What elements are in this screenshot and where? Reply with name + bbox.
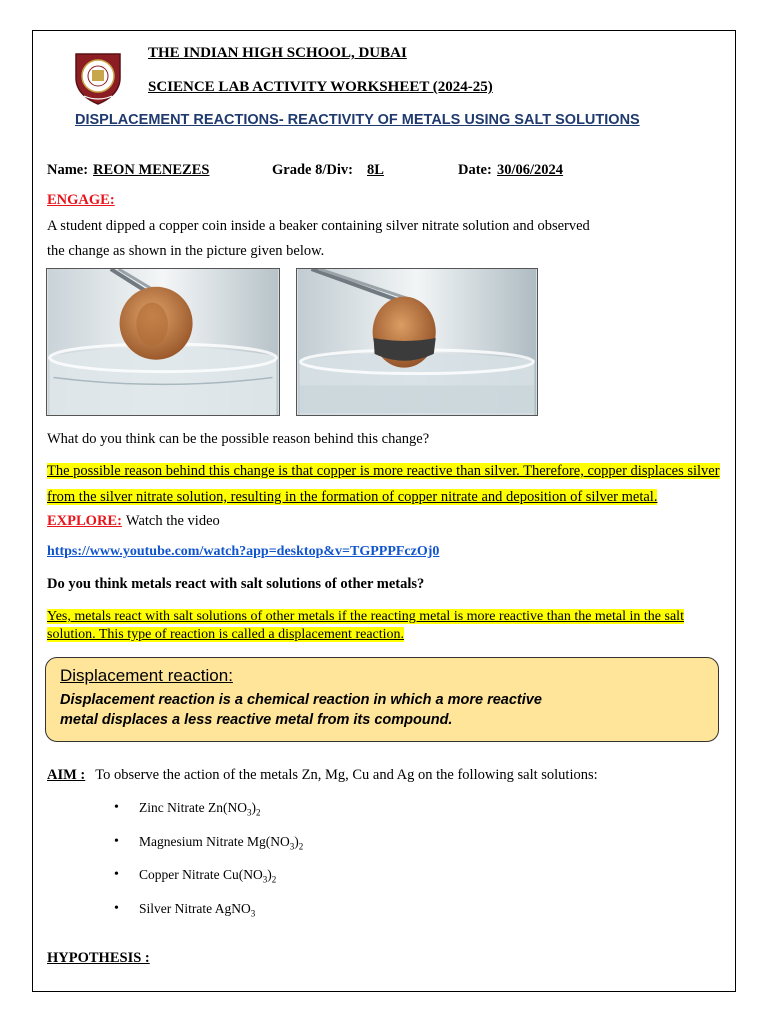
aim-label: AIM : <box>47 767 86 783</box>
bullet-marker: • <box>114 867 119 882</box>
coin-before-photo <box>46 268 280 416</box>
worksheet-title: SCIENCE LAB ACTIVITY WORKSHEET (2024-25) <box>148 79 493 95</box>
aim-text: To observe the action of the metals Zn, Mg, Cu and Ag on the following salt solutions: <box>95 767 598 783</box>
student-grade: 8L <box>367 162 384 178</box>
engage-answer-line2: from the silver nitrate solution, resulting in the formation of copper nitrate and deposition of silver metal. <box>47 489 658 505</box>
salt-name: Zinc Nitrate <box>139 800 208 815</box>
student-date: 30/06/2024 <box>497 162 564 178</box>
explore-text: Watch the video <box>125 513 220 529</box>
date-label: Date: <box>458 162 492 178</box>
salt-name: Magnesium Nitrate <box>139 834 247 849</box>
definition-text <box>60 690 542 730</box>
name-label: Name: <box>47 162 89 178</box>
salt-solution-item <box>139 834 303 850</box>
student-name: REON MENEZES <box>93 162 210 178</box>
engage-question: What do you think can be the possible reason behind this change? <box>47 431 430 447</box>
school-name: THE INDIAN HIGH SCHOOL, DUBAI <box>148 45 407 61</box>
definition-box <box>45 657 719 742</box>
coin-after-photo <box>296 268 538 416</box>
bullet-marker: • <box>114 901 119 916</box>
grade-label: Grade 8/Div: <box>272 162 353 178</box>
video-link[interactable]: https://www.youtube.com/watch?app=desktop&v=TGPPPFczOj0 <box>47 544 440 559</box>
engage-heading: ENGAGE: <box>47 192 115 208</box>
salt-formula: $Mg(NO_3)_2$ <box>246 834 304 852</box>
engage-text-line1: A student dipped a copper coin inside a beaker containing silver nitrate solution and observed <box>47 218 590 234</box>
salt-formula: $Zn(NO_3)_2$ <box>207 800 261 818</box>
bullet-marker: • <box>114 834 119 849</box>
explore-answer-line2: solution. This type of reaction is called a displacement reaction. <box>47 627 405 642</box>
explore-answer-line1: Yes, metals react with salt solutions of other metals if the reacting metal is more reactive than the metal in the salt <box>47 609 684 624</box>
definition-line2: metal displaces a less reactive metal from its compound. <box>60 712 453 728</box>
salt-name: Silver Nitrate <box>139 901 215 916</box>
explore-heading: EXPLORE: <box>47 513 122 529</box>
explore-question: Do you think metals react with salt solutions of other metals? <box>47 576 425 592</box>
salt-solution-item <box>139 867 276 883</box>
definition-line1: Displacement reaction is a chemical reaction in which a more reactive <box>60 692 542 708</box>
page-title: DISPLACEMENT REACTIONS- REACTIVITY OF METALS USING SALT SOLUTIONS <box>75 112 640 128</box>
definition-title: Displacement reaction: <box>60 666 233 685</box>
hypothesis-label: HYPOTHESIS : <box>47 950 150 966</box>
salt-solution-item <box>139 901 255 917</box>
engage-answer-line1: The possible reason behind this change is that copper is more reactive than silver. Therefore, copper displaces silver <box>47 463 720 479</box>
school-logo <box>70 50 126 106</box>
salt-formula: AgNO$_3$ <box>214 901 256 919</box>
engage-text-line2: the change as shown in the picture given below. <box>47 243 325 259</box>
bullet-marker: • <box>114 800 119 815</box>
salt-solution-item <box>139 800 260 816</box>
salt-formula: $Cu(NO_3)_2$ <box>222 867 277 885</box>
salt-name: Copper Nitrate <box>139 867 223 882</box>
